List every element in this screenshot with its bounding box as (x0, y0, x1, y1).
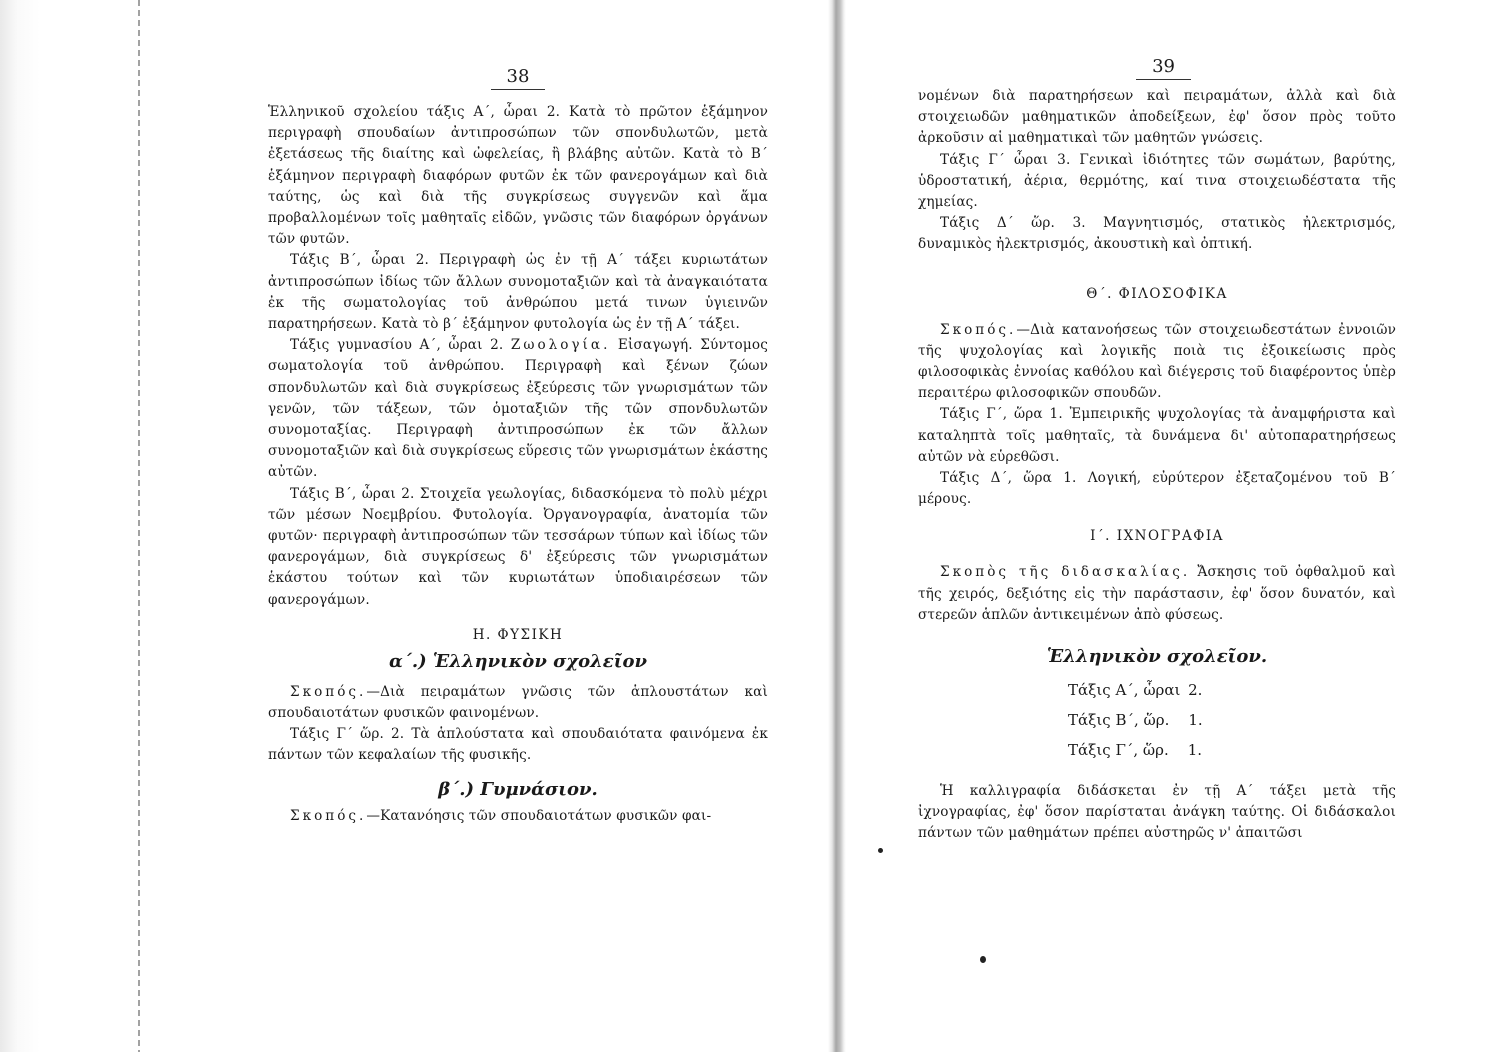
paragraph-gymnasium-class-b: Τάξις Β΄, ὧραι 2. Στοιχεῖα γεωλογίας, διδασκόμενα τὸ πολὺ μέχρι τῶν μέσων Νοεμβρίου. Φυτολογία. Ὀργανογραφία, ἀνατομία τῶν φυτῶν· περιγραφὴ ἀντιπροσώπων τῶν τεσσάρων τύπων καὶ ἰδίως τῶν φανερογάμων, διὰ συγκρίσεως δ' ἐξεύρεσις τῶν γνωρισμάτων ἑκάστου τούτων καὶ τῶν κυριωτάτων ὑποδιαιρέσεων τῶν φανερογάμων. (268, 485, 768, 608)
class-hours-row (918, 735, 1396, 765)
paragraph-psychology: Τάξις Γ΄, ὥρα 1. Ἐμπειρικῆς ψυχολογίας τὰ ἀναμφήριστα καὶ καταληπτὰ τοῖς μαθηταῖς, τὰ δυνάμενα δι' αὐτοπαρατηρήσεως αὐτῶν νὰ εὑρεθῶσι. (918, 406, 1396, 465)
section-heading-philosophy: Θ΄. ΦΙΛΟΣΟΦΙΚΑ (1086, 285, 1228, 302)
left-page (268, 0, 768, 1052)
class-hours: 1. (1187, 741, 1202, 760)
gymnasium-class-a-text: Εἰσαγωγή. Σύντομος σωματολογία τοῦ ἀνθρώπου. Περιγραφὴ καὶ ξένων ζώων σπονδυλωτῶν καὶ διὰ συγκρίσεως ἐξεύρεσις τῶν γνωρισμάτων τῶν γενῶν, τῶν τάξεων, τῶν ὁμοταξιῶν τῆς τῶν σπονδυλωτῶν συνομοταξίας. Περιγραφὴ ἀντιπροσώπων ἐκ τῶν ἄλλων συνομοταξιῶν καὶ διὰ συγκρίσεως εὕρεσις τῶν γνωρισμάτων ἑκάστης αὐτῶν. (268, 337, 768, 481)
drawing-scope-text: Ἄσκησις τοῦ ὀφθαλμοῦ καὶ τῆς χειρός, δεξιότης εἰς τὴν παράστασιν, ἐφ' ὅσον δυνατόν, καὶ στερεῶν ἁπλῶν ἀντικειμένων ἀπὸ φύσεως. (918, 564, 1396, 623)
page-number-right (918, 56, 1396, 84)
scope-label-physics: Σκοπός. (290, 683, 367, 700)
paragraph-class-d-physics: Τάξις Δ΄ ὥρ. 3. Μαγνητισμός, στατικὸς ἠλεκτρισμός, δυναμικὸς ἠλεκτρισμός, ἀκουστικὴ καὶ ὀπτική. (918, 215, 1396, 253)
paragraph-class-b: Τάξις Β΄, ὧραι 2. Περιγραφὴ ὡς ἐν τῇ Α΄ τάξει κυριωτάτων ἀντιπροσώπων ἰδίως τῶν ἄλλων συνομοταξιῶν καὶ τὰ ἀναγκαιότατα ἐκ τῆς σωματολογίας τοῦ ἀνθρώπου μετά τινων ὑγιεινῶν παρατηρήσεων. Κατὰ τὸ β΄ ἑξάμηνον φυτολογία ὡς ἐν τῇ Α΄ τάξει. (268, 252, 768, 333)
paragraph-class-c-physics: Τάξις Γ΄ ὧραι 3. Γενικαὶ ἰδιότητες τῶν σωμάτων, βαρύτης, ὑδροστατική, ἀέρια, θερμότης, καί τινα στοιχειωδέστατα τῆς χημείας. (918, 151, 1396, 211)
paragraph-logic: Τάξις Δ΄, ὥρα 1. Λογική, εὐρύτερον ἐξεταζομένου τοῦ Β΄ μέρους. (918, 470, 1396, 508)
paragraph-gymnasium-scope (268, 806, 768, 827)
subheading-hellenic-school: α΄.) Ἑλληνικὸν σχολεῖον (389, 650, 647, 672)
physics-scope-text: —Διὰ πειραμάτων γνῶσις τῶν ἁπλουστάτων καὶ σπουδαιοτάτων φυσικῶν φαινομένων. (268, 683, 768, 722)
ink-speck (980, 956, 986, 963)
class-label: Τάξις Γ΄, (1068, 741, 1139, 760)
book-spine (828, 0, 846, 1052)
paragraph-drawing-scope (918, 562, 1396, 626)
gymnasium-class-a-lead: Τάξις γυμνασίου Α΄, ὧραι 2. (290, 337, 504, 354)
page-number-right-text: 39 (1136, 56, 1191, 80)
paragraph-continuation: νομένων διὰ παρατηρήσεων καὶ πειραμάτων, ἀλλὰ καὶ διὰ στοιχειωδῶν μαθηματικῶν ἀποδείξεων, ἐφ' ὅσον πρὸς τοῦτο ἀρκοῦσιν αἱ μαθηματικαὶ τῶν μαθητῶν γνώσεις. (918, 88, 1396, 147)
philosophy-scope-text: —Διὰ κατανοήσεως τῶν στοιχειωδεστάτων ἐννοιῶν τῆς ψυχολογίας καὶ λογικῆς ποιὰ τις ἐξοικείωσις πρὸς φιλοσοφικὰς ἐννοίας καθόλου καὶ διέγερσις τοῦ διαφέροντος ὑπὲρ περαιτέρω φιλοσοφικῶν σπουδῶν. (918, 321, 1396, 402)
right-page (918, 0, 1396, 1052)
class-unit: ὥρ. (1142, 741, 1169, 760)
zoology-label: Ζωολογία. (510, 337, 611, 354)
section-heading-drawing: Ι΄. ΙΧΝΟΓΡΑΦΙΑ (1090, 528, 1224, 545)
class-hours-row (918, 705, 1396, 735)
section-heading-physics: Η. ΦΥΣΙΚΗ (472, 626, 564, 643)
page-number-left (268, 66, 768, 94)
class-hours: 2. (1188, 681, 1203, 700)
paragraph-philosophy-scope (918, 320, 1396, 405)
class-hours: 1. (1188, 711, 1203, 730)
class-label: Τάξις Β΄, (1068, 711, 1139, 730)
class-hours-row (918, 675, 1396, 705)
class-unit: ὥρ. (1143, 711, 1170, 730)
paragraph-physics-class-c: Τάξις Γ΄ ὥρ. 2. Τὰ ἁπλούστατα καὶ σπουδαιότατα φαινόμενα ἐκ πάντων τῶν κεφαλαίων τῆς φυσικῆς. (268, 726, 768, 764)
paragraph-calligraphy: Ἡ καλλιγραφία διδάσκεται ἐν τῇ Α΄ τάξει μετὰ τῆς ἰχνογραφίας, ἐφ' ὅσον παρίσταται ἀνάγκη ταύτης. Οἱ διδάσκαλοι πάντων τῶν μαθημάτων πρέπει αὐστηρῶς ν' ἀπαιτῶσι (918, 783, 1396, 842)
gymnasium-scope-text: —Κατανόησις τῶν σπουδαιοτάτων φυσικῶν φαι- (366, 807, 712, 824)
ink-speck (878, 848, 883, 853)
paragraph-physics-scope (268, 682, 768, 724)
paragraph-hellenic-class-a: Ἑλληνικοῦ σχολείου τάξις Α΄, ὧραι 2. Κατὰ τὸ πρῶτον ἑξάμηνον περιγραφὴ σπουδαίων ἀντιπροσώπων τῶν σπονδυλωτῶν, μετὰ ἐξετάσεως τῆς διαίτης καὶ ὠφελείας, ἢ βλάβης αὐτῶν. Κατὰ τὸ Β΄ ἑξάμηνον περιγραφὴ διαφόρων φυτῶν ἐκ τῶν φανερογάμων καὶ διὰ ταύτης, ὡς καὶ διὰ τῆς συγκρίσεως συγγενῶν καὶ ἅμα προβαλλομένων τοῖς μαθηταῖς εἰδῶν, γνῶσις τῶν διαφόρων ὀργάνων τῶν φυτῶν. (268, 104, 768, 248)
page-number-left-text: 38 (491, 66, 546, 90)
scope-label-gymnasium: Σκοπός. (290, 807, 367, 824)
scan-edge-left (0, 0, 150, 1052)
paragraph-gymnasium-class-a (268, 335, 768, 483)
scope-teaching-label: Σκοπὸς τῆς διδασκαλίας. (940, 564, 1191, 581)
class-label: Τάξις Α΄, (1068, 681, 1139, 700)
class-unit: ὧραι (1143, 681, 1181, 700)
subheading-gymnasium: β΄.) Γυμνάσιον. (438, 778, 598, 800)
class-hours-list (918, 675, 1396, 765)
scope-label-philosophy: Σκοπός. (940, 321, 1017, 338)
subheading-hellenic-school-drawing: Ἑλληνικὸν σχολεῖον. (1046, 646, 1268, 668)
